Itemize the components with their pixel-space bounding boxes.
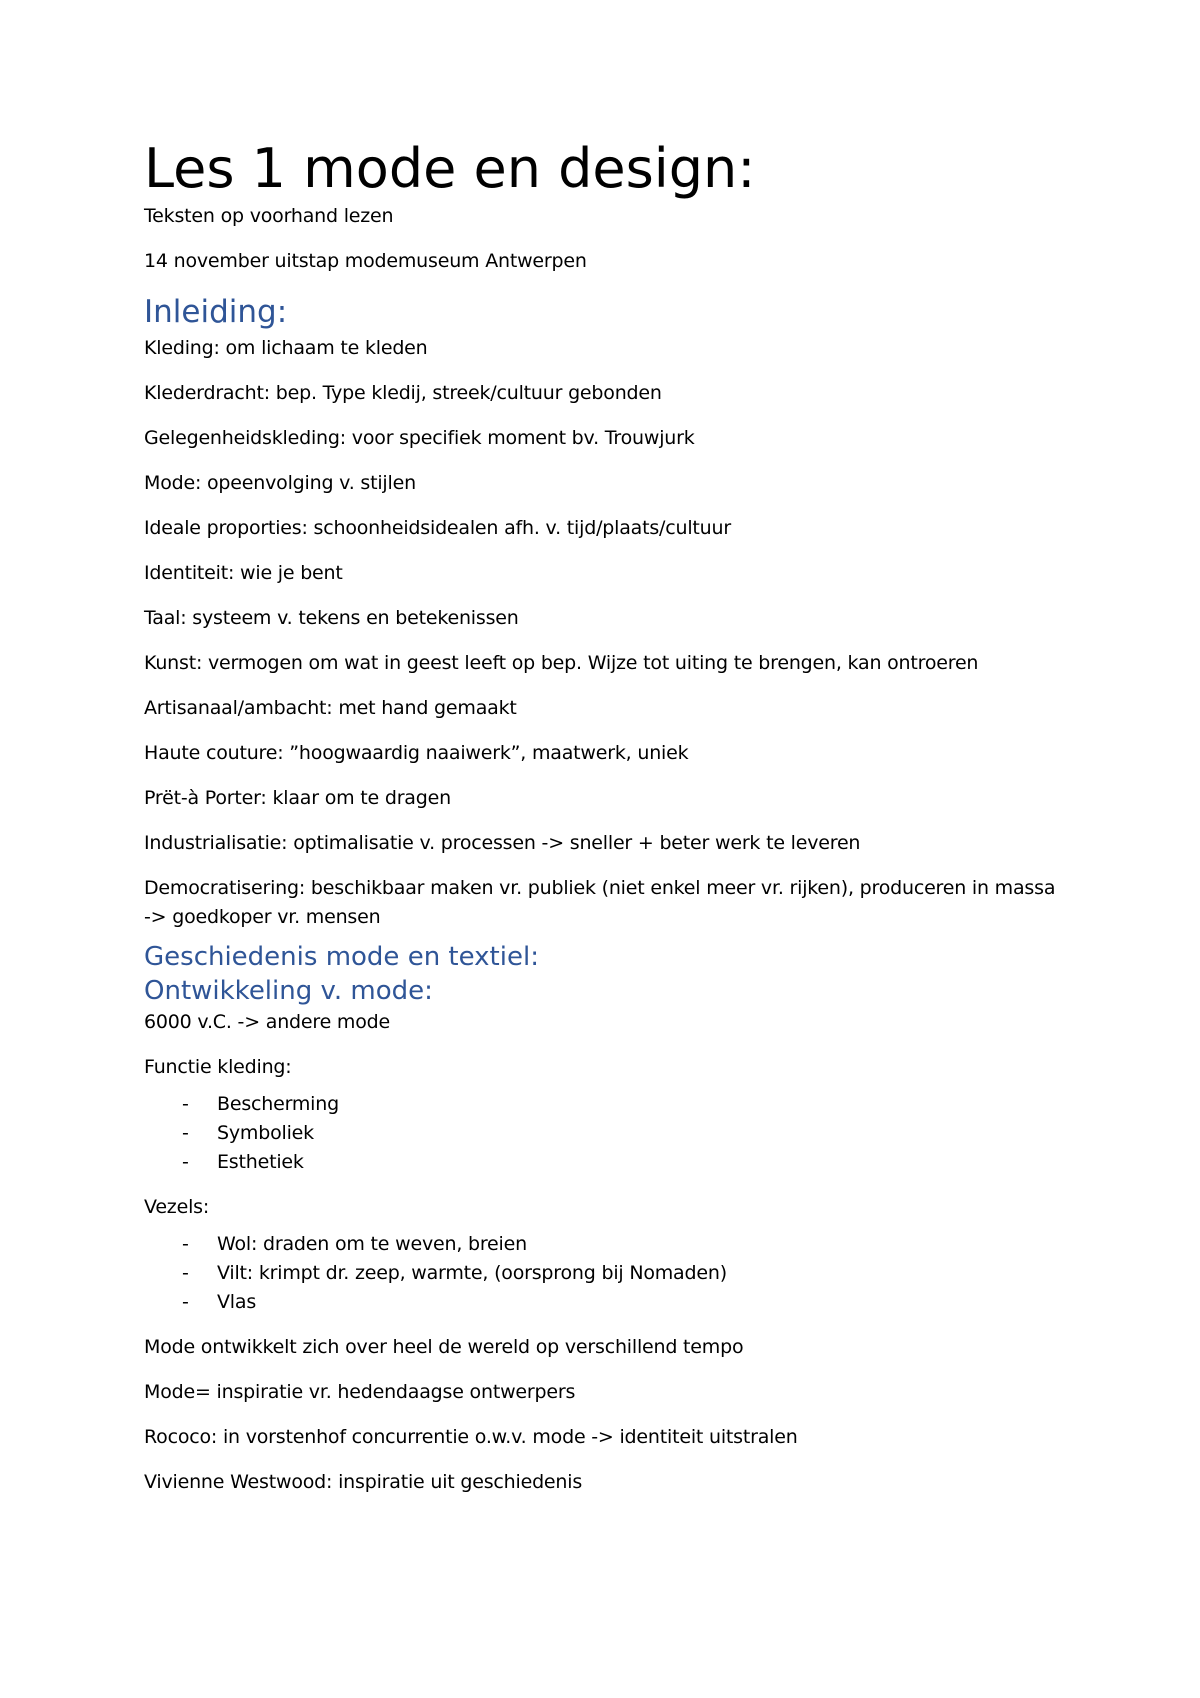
line-6000-vc: 6000 v.C. -> andere mode: [144, 1011, 391, 1033]
list-item: [144, 1259, 1064, 1288]
list-item-text: Vlas: [217, 1291, 257, 1313]
definition-gelegenheidskleding: Gelegenheidskleding: voor specifiek moment bv. Trouwjurk: [144, 427, 695, 449]
line-mode-inspiratie: Mode= inspiratie vr. hedendaagse ontwerpers: [144, 1381, 576, 1403]
list-item: [144, 1148, 1064, 1177]
list-item-text: Wol: draden om te weven, breien: [217, 1233, 527, 1255]
definition-kleding: Kleding: om lichaam te kleden: [144, 337, 428, 359]
list-item-text: Vilt: krimpt dr. zeep, warmte, (oorsprong bij Nomaden): [217, 1262, 727, 1284]
definition-taal: Taal: systeem v. tekens en betekenissen: [144, 607, 519, 629]
definition-ideale-proporties: Ideale proporties: schoonheidsidealen afh. v. tijd/plaats/cultuur: [144, 517, 731, 539]
line-mode-ontwikkelt: Mode ontwikkelt zich over heel de wereld op verschillend tempo: [144, 1336, 744, 1358]
definition-industrialisatie: Industrialisatie: optimalisatie v. processen -> sneller + beter werk te leveren: [144, 832, 861, 854]
definition-mode: Mode: opeenvolging v. stijlen: [144, 472, 416, 494]
definition-identiteit: Identiteit: wie je bent: [144, 562, 343, 584]
intro-line-1: Teksten op voorhand lezen: [144, 205, 394, 227]
heading-geschiedenis: Geschiedenis mode en textiel:: [144, 942, 539, 972]
list-dash: -: [182, 1262, 189, 1284]
list-item: [144, 1090, 1064, 1119]
line-rococo: Rococo: in vorstenhof concurrentie o.w.v. mode -> identiteit uitstralen: [144, 1426, 798, 1448]
document-title: Les 1 mode en design:: [144, 137, 756, 200]
list-dash: -: [182, 1291, 189, 1313]
line-vivienne-westwood: Vivienne Westwood: inspiratie uit geschiedenis: [144, 1471, 583, 1493]
definition-artisanaal: Artisanaal/ambacht: met hand gemaakt: [144, 697, 517, 719]
intro-line-2: 14 november uitstap modemuseum Antwerpen: [144, 250, 587, 272]
functie-kleding-label: Functie kleding:: [144, 1056, 292, 1078]
list-dash: -: [182, 1233, 189, 1255]
list-item-text: Bescherming: [217, 1093, 339, 1115]
subheading-ontwikkeling: Ontwikkeling v. mode:: [144, 976, 433, 1006]
definition-pret-a-porter: Prët-à Porter: klaar om te dragen: [144, 787, 451, 809]
list-dash: -: [182, 1093, 189, 1115]
list-item-text: Esthetiek: [217, 1151, 304, 1173]
list-item: [144, 1288, 1064, 1317]
list-item-text: Symboliek: [217, 1122, 314, 1144]
list-item: [144, 1119, 1064, 1148]
definition-democratisering: Democratisering: beschikbaar maken vr. publiek (niet enkel meer vr. rijken), produceren in massa -> goedkoper vr. mensen: [144, 877, 1056, 928]
document-body: [144, 138, 1064, 1513]
list-item: [144, 1230, 1064, 1259]
definition-haute-couture: Haute couture: ”hoogwaardig naaiwerk”, maatwerk, uniek: [144, 742, 689, 764]
vezels-label: Vezels:: [144, 1196, 210, 1218]
heading-inleiding: Inleiding:: [144, 294, 288, 330]
functie-kleding-list: [144, 1090, 1064, 1177]
list-dash: -: [182, 1122, 189, 1144]
definition-kunst: Kunst: vermogen om wat in geest leeft op bep. Wijze tot uiting te brengen, kan ontroeren: [144, 652, 979, 674]
list-dash: -: [182, 1151, 189, 1173]
definition-klederdracht: Klederdracht: bep. Type kledij, streek/cultuur gebonden: [144, 382, 662, 404]
vezels-list: [144, 1230, 1064, 1317]
